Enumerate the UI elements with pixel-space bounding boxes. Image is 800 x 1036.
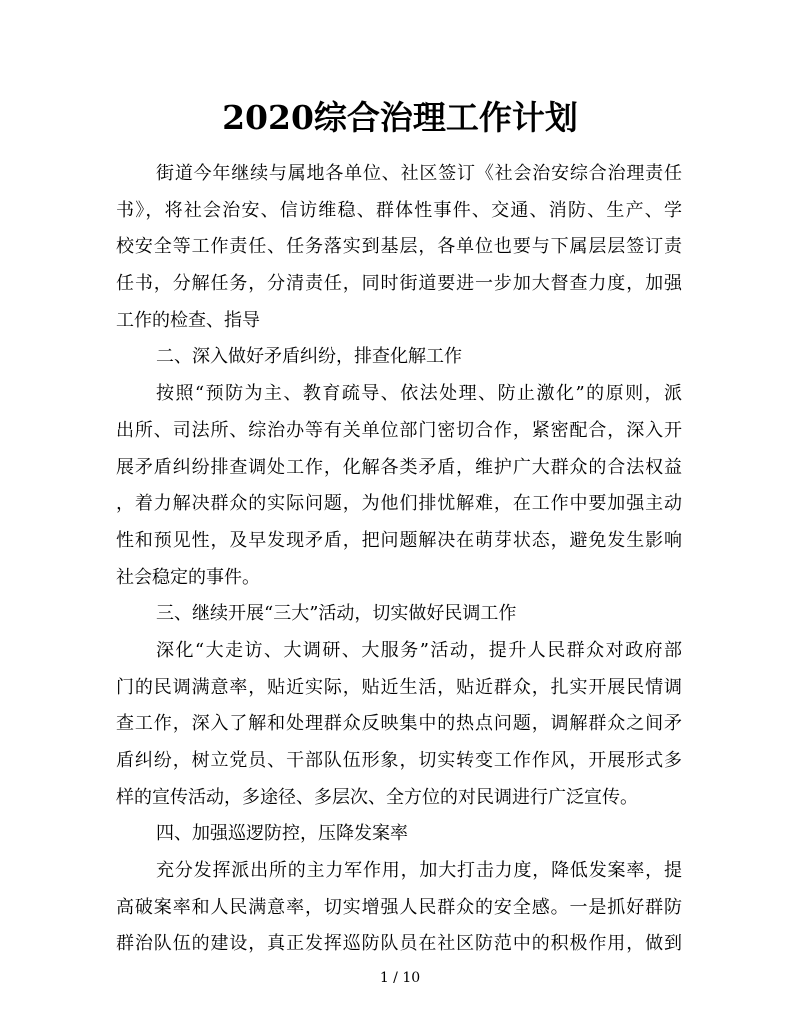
section-heading: 二、深入做好矛盾纠纷，排查化解工作 — [156, 346, 462, 368]
paragraph-line: 深化“大走访、大调研、大服务”活动，提升人民群众对政府部 — [156, 639, 682, 661]
document-title: 2020综合治理工作计划 — [222, 98, 578, 137]
paragraph-line: 门的民调满意率，贴近实际，贴近生活，贴近群众，扎实开展民情调 — [116, 676, 682, 698]
paragraph-line: 查工作，深入了解和处理群众反映集中的热点问题，调解群众之间矛 — [116, 713, 682, 735]
paragraph-line: 群治队伍的建设，真正发挥巡防队员在社区防范中的积极作用，做到 — [116, 933, 682, 955]
paragraph-line: 出所、司法所、综治办等有关单位部门密切合作，紧密配合，深入开 — [116, 419, 682, 441]
paragraph-line: ，着力解决群众的实际问题，为他们排忧解难，在工作中要加强主动 — [116, 493, 682, 515]
paragraph-line: 按照“预防为主、教育疏导、依法处理、防止激化”的原则，派 — [156, 383, 682, 405]
paragraph-line: 街道今年继续与属地各单位、社区签订《社会治安综合治理责任 — [156, 163, 682, 184]
paragraph-line: 校安全等工作责任、任务落实到基层，各单位也要与下属层层签订责 — [116, 236, 682, 258]
paragraph-line: 盾纠纷，树立党员、干部队伍形象，切实转变工作作风，开展形式多 — [116, 750, 682, 771]
paragraph-line: 书》，将社会治安、信访维稳、群体性事件、交通、消防、生产、学 — [116, 199, 682, 221]
paragraph-line: 性和预见性，及早发现矛盾，把问题解决在萌芽状态，避免发生影响 — [116, 529, 682, 551]
section-heading: 四、加强巡逻防控，压降发案率 — [156, 823, 408, 845]
paragraph-line: 工作的检查、指导 — [116, 309, 260, 331]
paragraph-line: 任书，分解任务，分清责任，同时街道要进一步加大督查力度，加强 — [116, 273, 682, 295]
document-body — [116, 156, 682, 963]
paragraph-line: 社会稳定的事件。 — [116, 566, 260, 588]
paragraph-line: 高破案率和人民满意率，切实增强人民群众的安全感。一是抓好群防 — [116, 896, 682, 918]
paragraph-line: 展矛盾纠纷排查调处工作，化解各类矛盾，维护广大群众的合法权益 — [116, 456, 682, 478]
paragraph-line: 样的宣传活动，多途径、多层次、全方位的对民调进行广泛宣传。 — [116, 786, 638, 808]
section-heading: 三、继续开展“三大”活动，切实做好民调工作 — [156, 603, 517, 625]
page-indicator: 1 / 10 — [379, 970, 421, 986]
paragraph-line: 充分发挥派出所的主力军作用，加大打击力度，降低发案率，提 — [156, 860, 682, 882]
